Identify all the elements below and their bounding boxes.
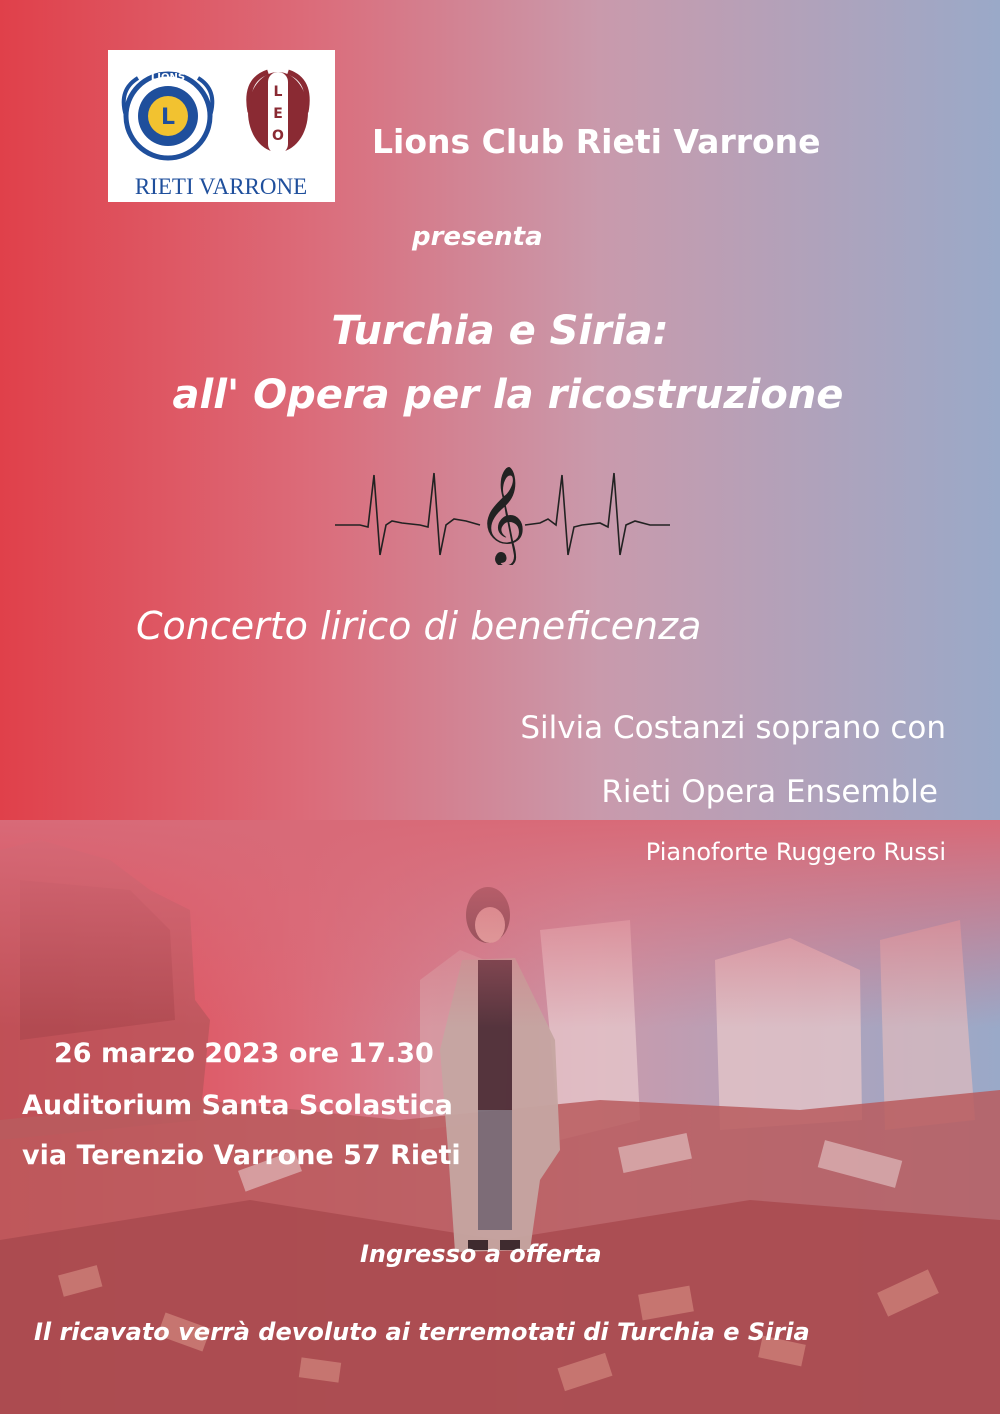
svg-text:L: L <box>160 105 176 130</box>
svg-text:E: E <box>273 106 283 122</box>
entry-note: Ingresso a offerta <box>360 1240 602 1268</box>
event-address: via Terenzio Varrone 57 Rieti <box>22 1140 461 1171</box>
lions-international-logo <box>124 72 213 158</box>
svg-text:O: O <box>272 128 284 144</box>
title-line-1: Turchia e Siria: <box>331 308 669 354</box>
ensemble-line: Rieti Opera Ensemble <box>601 774 938 810</box>
title-line-2: all' Opera per la ricostruzione <box>172 372 844 418</box>
svg-text:L: L <box>273 84 283 100</box>
club-name: Lions Club Rieti Varrone <box>372 122 821 161</box>
lions-leo-logos <box>108 50 335 202</box>
leo-club-logo <box>248 72 308 154</box>
logo-caption: RIETI VARRONE <box>134 174 308 199</box>
svg-text:𝄞: 𝄞 <box>477 465 527 563</box>
event-venue: Auditorium Santa Scolastica <box>22 1090 453 1121</box>
concert-subtitle: Concerto lirico di beneficenza <box>136 604 702 648</box>
performer-line: Silvia Costanzi soprano con <box>520 710 946 746</box>
treble-clef-heartbeat-icon <box>330 455 675 565</box>
club-logo-box <box>108 50 335 202</box>
svg-text:LIONS: LIONS <box>150 72 186 83</box>
presents-label: presenta <box>412 222 543 252</box>
event-date-time: 26 marzo 2023 ore 17.30 <box>54 1038 434 1069</box>
donation-note: Il ricavato verrà devoluto ai terremotati di Turchia e Siria <box>34 1318 810 1346</box>
pianist-line: Pianoforte Ruggero Russi <box>645 838 946 866</box>
